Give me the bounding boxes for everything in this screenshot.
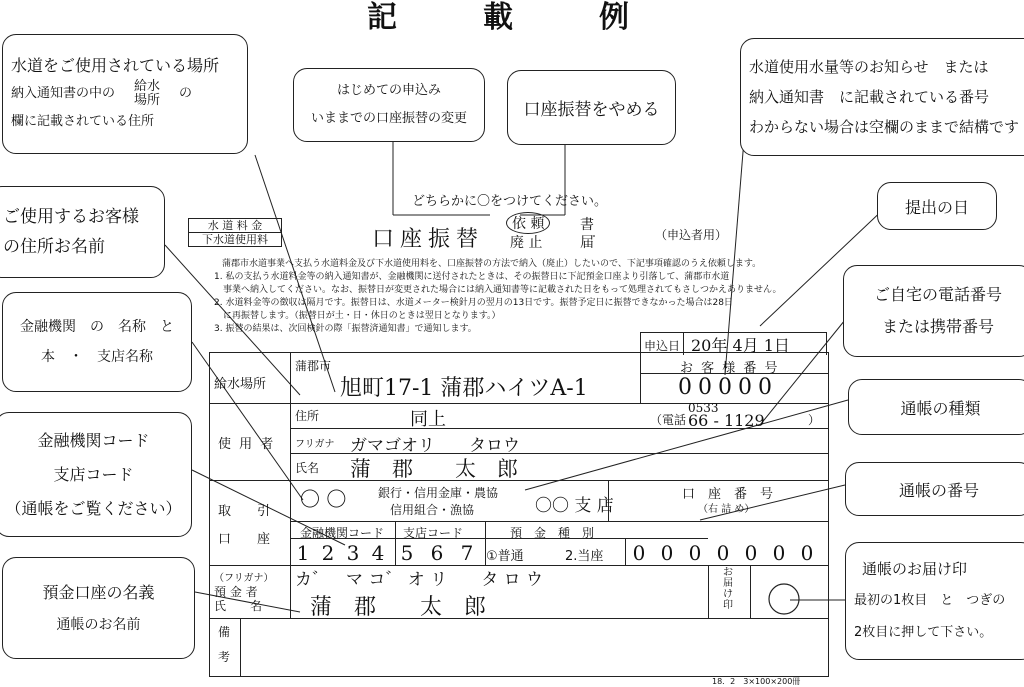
callout-customer-number: 水道使用水量等のお知らせ または 納入通知書 に記載されている番号 わからない場合は空欄のままで結構です [740, 38, 1024, 156]
branch-name-value: 〇〇 支 店 [535, 496, 614, 516]
callout-submit-date: 提出の日 [877, 182, 997, 230]
furigana-value: ガマゴオリ タロウ [350, 436, 520, 456]
branch_code_digits-digit: 6 [430, 541, 444, 565]
account_digits-digit: 0 [632, 541, 646, 565]
user-address-value: 同上 [410, 409, 446, 430]
branch_code_digits-digit: 7 [460, 541, 474, 565]
transfer-form: お 客 様 番 号 00000 給水場所 蒲郡市 旭町17-1 蒲郡ハイツA-1 使 用 者 住所 同上 （電話 0533 66 - 1129 ） フリガナ ガマゴオリ タロウ 氏名 蒲 郡 太 郎 取 引 口 座 〇 〇 銀行・信用金庫・農協 信用組合・漁協 〇〇 支 店 口 座 番 号 （右 詰 め） 金融機関コード 支店コード 預 金 種 別 1 2 3 4 5 6 7 0 0 0 0 0 0 0 ①普通 2.当座 （フリガナ） 預 金 者 氏 名 カ゛ マ コ゛ オ リ タ ロ ウ 蒲 郡 太 郎 お届け印 備 考 [209, 352, 829, 677]
user-name-value: 蒲 郡 太 郎 [350, 457, 518, 481]
applicant-copy-label: （申込者用） [655, 228, 728, 242]
bank_code_digits-digit: 1 [296, 541, 310, 565]
holder-furigana-value: カ゛ マ コ゛ オ リ タ ロ ウ [295, 570, 544, 590]
account_digits-digit: 0 [800, 541, 814, 565]
callout-supply-location: 水道をご使用されている場所 納入通知書の中の 給水場所 の 欄に記載されている住所 [2, 34, 248, 154]
account_digits-digit: 0 [744, 541, 758, 565]
footer-code: 18．2 3×100×200冊 [712, 677, 801, 686]
callout-stop-transfer: 口座振替をやめる [507, 70, 676, 145]
apply-date-box: 申込日 20年 4月 1日 [640, 332, 827, 355]
form-title-sho: 書 [580, 217, 594, 233]
page-title: 記 載 例 [367, 0, 657, 35]
bank_code_digits-digit: 2 [321, 541, 335, 565]
phone-value: 66 - 1129 [688, 411, 765, 430]
account_digits-digit: 0 [660, 541, 674, 565]
option-request-circled: 依 頼 [506, 212, 550, 234]
instruction-circle-one: どちらかに〇をつけてください。 [412, 194, 608, 209]
fee-type-box: 水 道 料 金 下水道使用料 [188, 218, 282, 247]
account_digits-digit: 0 [688, 541, 702, 565]
bank_code_digits-digit: 4 [371, 541, 385, 565]
form-notes: 蒲郡市水道事業へ支払う水道料金及び下水道使用料を、口座振替の方法で納入（廃止）したいので、下記事項確認のうえ依頼します。 1. 私の支払う水道料金等の納入通知書が、金融機関に送付されたときは、その振替日に下記預金口座より引落して、蒲郡市水道 事業へ納入してください。なお、振替日が変更された場合には納入通知書等に記載された日をもって処理されてもさしつかえありません。 2. 水道料金等の徴収は隔月です。振替日は、水道メーター検針月の翌月の13日です。振替予定日に振替できなかった場合は28日 に再振替します。（振替日が土・日・休日のときは翌日となります。） 3. 振替の結果は、次回検針の際「振替済通知書」で通知します。 [214, 259, 782, 334]
callout-seal: 通帳のお届け印 最初の1枚目 と つぎの 2枚目に押して下さい。 [845, 542, 1024, 660]
callout-passbook-number: 通帳の番号 [845, 462, 1024, 516]
callout-phone: ご自宅の電話番号 または携帯番号 [843, 265, 1024, 357]
callout-customer: ご使用するお客様 の住所お名前 [0, 186, 165, 278]
account_digits-digit: 0 [716, 541, 730, 565]
callout-passbook-type: 通帳の種類 [848, 379, 1024, 435]
callout-bank-name: 金融機関 の 名称 と 本 ・ 支店名称 [2, 292, 192, 392]
apply-date-value: 20年 4月 1日 [691, 336, 790, 355]
form-title: 口座振替 [372, 227, 485, 252]
customer-number-value: 00000 [678, 375, 778, 400]
callout-account-holder: 預金口座の名義 通帳のお名前 [2, 557, 195, 659]
branch_code_digits-digit: 5 [400, 541, 414, 565]
form-title-todoke: 届 [580, 235, 594, 251]
callout-apply-type: はじめての申込み いままでの口座振替の変更 [293, 68, 485, 142]
account_digits-digit: 0 [772, 541, 786, 565]
supply-address-value: 旭町17-1 蒲郡ハイツA-1 [340, 376, 588, 401]
bank_code_digits-digit: 3 [346, 541, 360, 565]
callout-bank-code: 金融機関コード 支店コード （通帳をご覧ください） [0, 412, 192, 537]
holder-name-value: 蒲 郡 太 郎 [310, 595, 487, 620]
bank-name-value: 〇 〇 [300, 487, 347, 511]
option-abolish: 廃 止 [510, 235, 543, 251]
